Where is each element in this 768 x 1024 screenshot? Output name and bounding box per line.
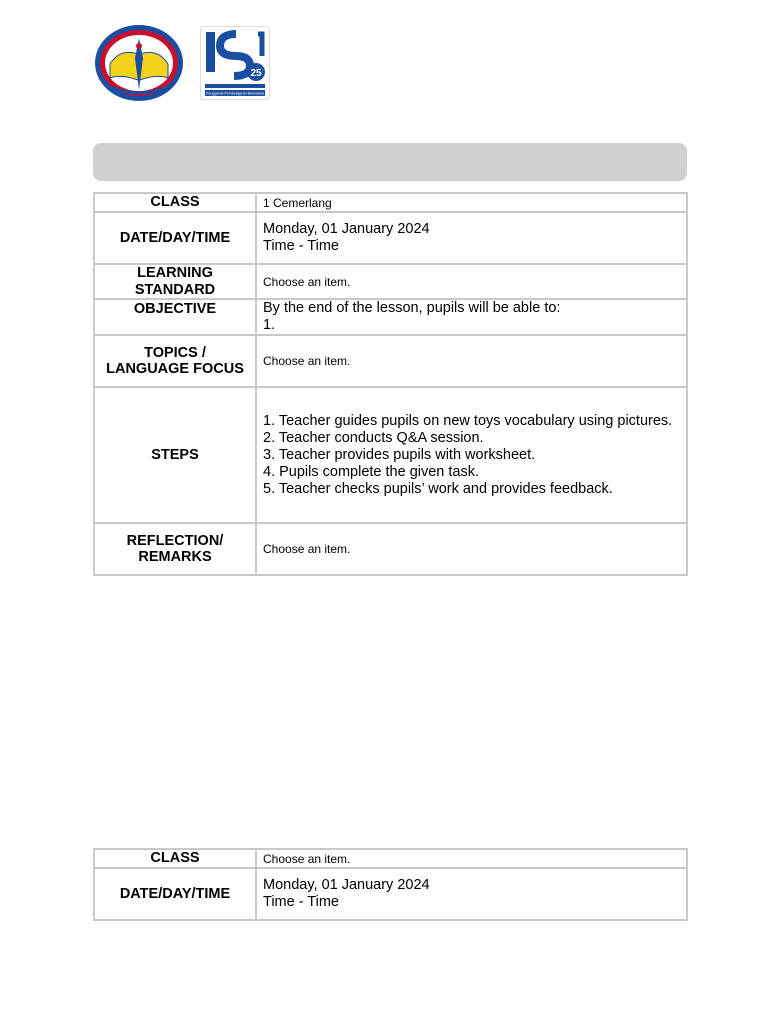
- time-value: Time - Time: [263, 894, 339, 910]
- learning-standard-label: [94, 264, 256, 299]
- reflection-label-line-2: REMARKS: [138, 549, 212, 565]
- class-value[interactable]: 1 Cemerlang: [256, 193, 687, 212]
- reflection-label: [94, 523, 256, 575]
- title-bar: [93, 143, 687, 181]
- ts25-logo: [200, 26, 270, 100]
- reflection-label-line-1: REFLECTION/: [126, 532, 224, 549]
- objective-line-1: By the end of the lesson, pupils will be able to:: [263, 300, 561, 316]
- topics-label: [94, 335, 256, 387]
- topics-label-line-1: TOPICS /: [144, 344, 206, 361]
- learning-label-line-1: LEARNING: [137, 265, 213, 281]
- table-row: [94, 212, 687, 264]
- date-value: Monday, 01 January 2024: [263, 877, 430, 893]
- table-row: [94, 264, 687, 299]
- table-row: [94, 868, 687, 920]
- topics-value[interactable]: Choose an item.: [256, 335, 687, 387]
- table-row: [94, 335, 687, 387]
- step-item: 3. Teacher provides pupils with worksheet.: [263, 446, 536, 463]
- step-item: 1. Teacher guides pupils on new toys vocabulary using pictures.: [263, 412, 673, 429]
- time-value: Time - Time: [263, 238, 339, 254]
- lesson-plan-table-1: [93, 192, 688, 576]
- step-item: 2. Teacher conducts Q&A session.: [263, 429, 484, 446]
- date-time-cell[interactable]: [256, 212, 687, 264]
- date-value: Monday, 01 January 2024: [263, 221, 430, 237]
- objective-label: OBJECTIVE: [94, 299, 256, 335]
- logo-25-text: 25: [250, 68, 262, 79]
- steps-cell[interactable]: [256, 387, 687, 523]
- topics-label-line-2: LANGUAGE FOCUS: [106, 361, 244, 377]
- steps-label: STEPS: [94, 387, 256, 523]
- objective-cell[interactable]: [256, 299, 687, 335]
- class-value[interactable]: Choose an item.: [256, 849, 687, 868]
- learning-standard-value[interactable]: Choose an item.: [256, 264, 687, 299]
- table-row: [94, 387, 687, 523]
- step-item: 4. Pupils complete the given task.: [263, 463, 480, 480]
- lesson-plan-table-2: [93, 848, 688, 921]
- date-time-cell[interactable]: [256, 868, 687, 920]
- kpm-crest-logo: [94, 24, 184, 102]
- reflection-value[interactable]: Choose an item.: [256, 523, 687, 575]
- learning-label-line-2: STANDARD: [134, 281, 216, 298]
- date-label: DATE/DAY/TIME: [94, 212, 256, 264]
- class-label: CLASS: [94, 193, 256, 212]
- logo-caption: Penggerak Pembelajaran Bermakna: [206, 91, 264, 96]
- class-label: CLASS: [94, 849, 256, 868]
- date-label: DATE/DAY/TIME: [94, 868, 256, 920]
- objective-line-2: 1.: [263, 317, 276, 333]
- table-row: [94, 299, 687, 335]
- table-row: [94, 523, 687, 575]
- table-row: [94, 193, 687, 212]
- step-item: 5. Teacher checks pupils’ work and provides feedback.: [263, 480, 613, 497]
- table-row: [94, 849, 687, 868]
